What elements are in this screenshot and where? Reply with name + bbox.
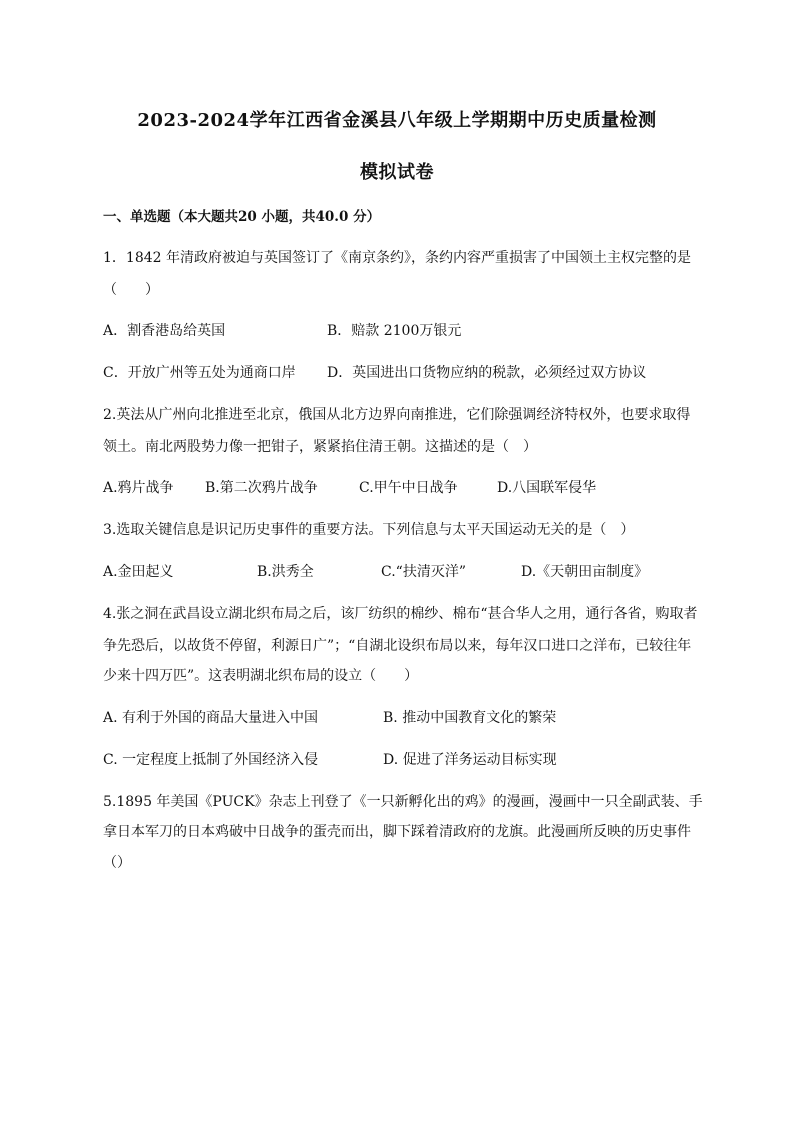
q3-option-b: B.洪秀全 bbox=[257, 564, 314, 580]
q2-option-c: C.甲午中日战争 bbox=[359, 480, 458, 496]
q1-stem-line2: （ ） bbox=[103, 282, 159, 298]
q4-option-c: C. 一定程度上抵制了外国经济入侵 bbox=[103, 752, 319, 768]
q4-option-d: D. 促进了洋务运动目标实现 bbox=[383, 752, 557, 768]
q5-stem-line3: （） bbox=[103, 855, 131, 871]
q4-stem-line1: 4.张之洞在武昌设立湖北织布局之后，该厂纺织的棉纱、棉布“甚合华人之用，通行各省，购取者 bbox=[103, 606, 698, 622]
q1-option-c: C．开放广州等五处为通商口岸 bbox=[103, 365, 296, 381]
exam-subtitle: 模拟试卷 bbox=[360, 162, 434, 183]
q2-stem-line1: 2.英法从广州向北推进至北京，俄国从北方边界向南推进，它们除强调经济特权外，也要求取得 bbox=[103, 407, 691, 423]
q1-stem-line1: 1．1842 年清政府被迫与英国签订了《南京条约》，条约内容严重损害了中国领土主权完整的是 bbox=[103, 250, 691, 266]
q2-option-a: A.鸦片战争 bbox=[103, 480, 174, 496]
q3-stem-line1: 3.选取关键信息是识记历史事件的重要方法。下列信息与太平天国运动无关的是（ ） bbox=[103, 522, 635, 538]
q5-stem-line1: 5.1895 年美国《PUCK》杂志上刊登了《一只新孵化出的鸡》的漫画，漫画中一只全副武装、手 bbox=[103, 794, 703, 810]
q3-option-c: C.“扶清灭洋” bbox=[381, 564, 466, 580]
q2-stem-line2: 领土。南北两股势力像一把钳子，紧紧掐住清王朝。这描述的是（ ） bbox=[103, 439, 537, 455]
q3-option-d: D.《天朝田亩制度》 bbox=[521, 564, 649, 580]
q4-option-b: B. 推动中国教育文化的繁荣 bbox=[383, 710, 557, 726]
q2-option-b: B.第二次鸦片战争 bbox=[205, 480, 318, 496]
q3-option-a: A.金田起义 bbox=[103, 564, 174, 580]
q4-option-a: A. 有利于外国的商品大量进入中国 bbox=[103, 710, 319, 726]
q4-stem-line2: 争先恐后，以故货不停留，利源日广”；“自湖北设织布局以来，每年汉口进口之洋布，已较往年 bbox=[103, 638, 692, 654]
q4-stem-line3: 少来十四万匹”。这表明湖北织布局的设立（ ） bbox=[103, 668, 419, 684]
q1-option-b: B．赔款 2100万银元 bbox=[327, 323, 462, 339]
q5-stem-line2: 拿日本军刀的日本鸡破中日战争的蛋壳而出，脚下踩着清政府的龙旗。此漫画所反映的历史事件 bbox=[103, 824, 691, 840]
q1-option-d: D．英国进出口货物应纳的税款，必须经过双方协议 bbox=[327, 365, 647, 381]
exam-title: 2023-2024学年江西省金溪县八年级上学期期中历史质量检测 bbox=[137, 110, 657, 131]
q1-option-a: A．割香港岛给英国 bbox=[103, 323, 226, 339]
section-heading: 一、单选题（本大题共20 小题，共40.0 分） bbox=[103, 209, 381, 225]
q2-option-d: D.八国联军侵华 bbox=[497, 480, 597, 496]
